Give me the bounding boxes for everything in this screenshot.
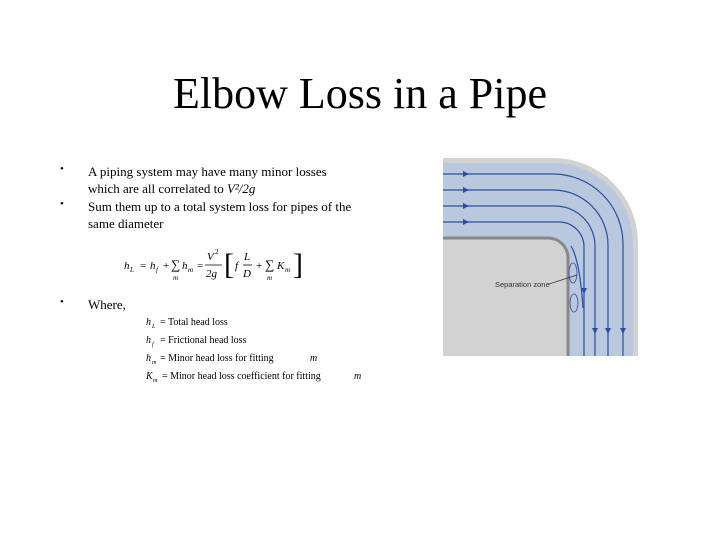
eq-term3: K: [277, 260, 285, 272]
head-loss-equation: [120, 242, 320, 288]
bullet-marker: •: [60, 163, 64, 175]
eq-equals2: =: [197, 260, 204, 272]
eq-sum1: ∑: [171, 257, 181, 272]
svg-text:m: m: [152, 360, 157, 366]
svg-text:m: m: [310, 353, 318, 364]
eq-equals: =: [140, 260, 147, 272]
eq-frac-den: 2g: [206, 268, 217, 280]
eq-sum2: ∑: [265, 257, 275, 272]
definition-row: [145, 371, 361, 384]
svg-text:f: f: [152, 342, 154, 348]
svg-text:= Minor head loss coefficient: = Minor head loss coefficient for fitting: [162, 371, 321, 382]
definitions-list: [144, 315, 384, 390]
eq-term2: h: [182, 260, 188, 272]
definition-row: [146, 335, 247, 348]
eq-bracket-left: [: [224, 248, 234, 281]
pipe-elbow-figure: [443, 158, 640, 356]
eq-ld-den: D: [243, 268, 251, 280]
eq-frac-num: V: [207, 251, 214, 263]
definition-row: [146, 353, 317, 366]
eq-sum2-index: m: [267, 274, 273, 282]
bullet-where: Where,: [88, 297, 126, 312]
svg-text:= Frictional head loss: = Frictional head loss: [160, 335, 247, 346]
svg-text:= Total head loss: = Total head loss: [160, 317, 228, 328]
svg-text:h: h: [146, 317, 151, 328]
eq-sum1-index: m: [173, 274, 179, 282]
bullet-marker: •: [60, 296, 64, 308]
separation-zone-callout: [495, 270, 590, 290]
definition-row: [146, 317, 228, 330]
bullet-sum-losses: Sum them up to a total system loss for pipes of the same diameter: [88, 199, 352, 231]
svg-text:K: K: [146, 371, 153, 382]
svg-text:= Minor head loss for fitting: = Minor head loss for fitting: [160, 353, 274, 364]
bullet-math: V²/2g: [226, 181, 256, 196]
eq-ld-num: L: [244, 251, 251, 263]
eq-plus1: +: [163, 260, 170, 272]
svg-text:h: h: [146, 335, 151, 346]
eq-lhs-sub: L: [130, 266, 134, 274]
svg-text:h: h: [146, 353, 151, 364]
eq-frac-num-sup: 2: [215, 248, 219, 256]
slide-title: Elbow Loss in a Pipe: [173, 69, 547, 118]
svg-text:L: L: [152, 324, 156, 330]
bullet-marker: •: [60, 198, 64, 210]
eq-term1-sub: f: [156, 266, 158, 274]
eq-term2-sub: m: [188, 266, 194, 274]
eq-bracket-right: ]: [293, 248, 303, 281]
eq-lhs: h: [124, 260, 130, 272]
separation-zone-label: Separation zone: [495, 280, 550, 289]
bullet-minor-losses: [88, 163, 358, 197]
eq-term1: h: [150, 260, 156, 272]
eq-term3-sub: m: [285, 266, 291, 274]
svg-text:m: m: [354, 371, 362, 382]
eq-f: f: [235, 260, 239, 272]
eq-plus2: +: [256, 260, 263, 272]
svg-text:m: m: [153, 378, 158, 384]
bullet-text: A piping system may have many minor losses which are all correlated to: [88, 164, 327, 196]
